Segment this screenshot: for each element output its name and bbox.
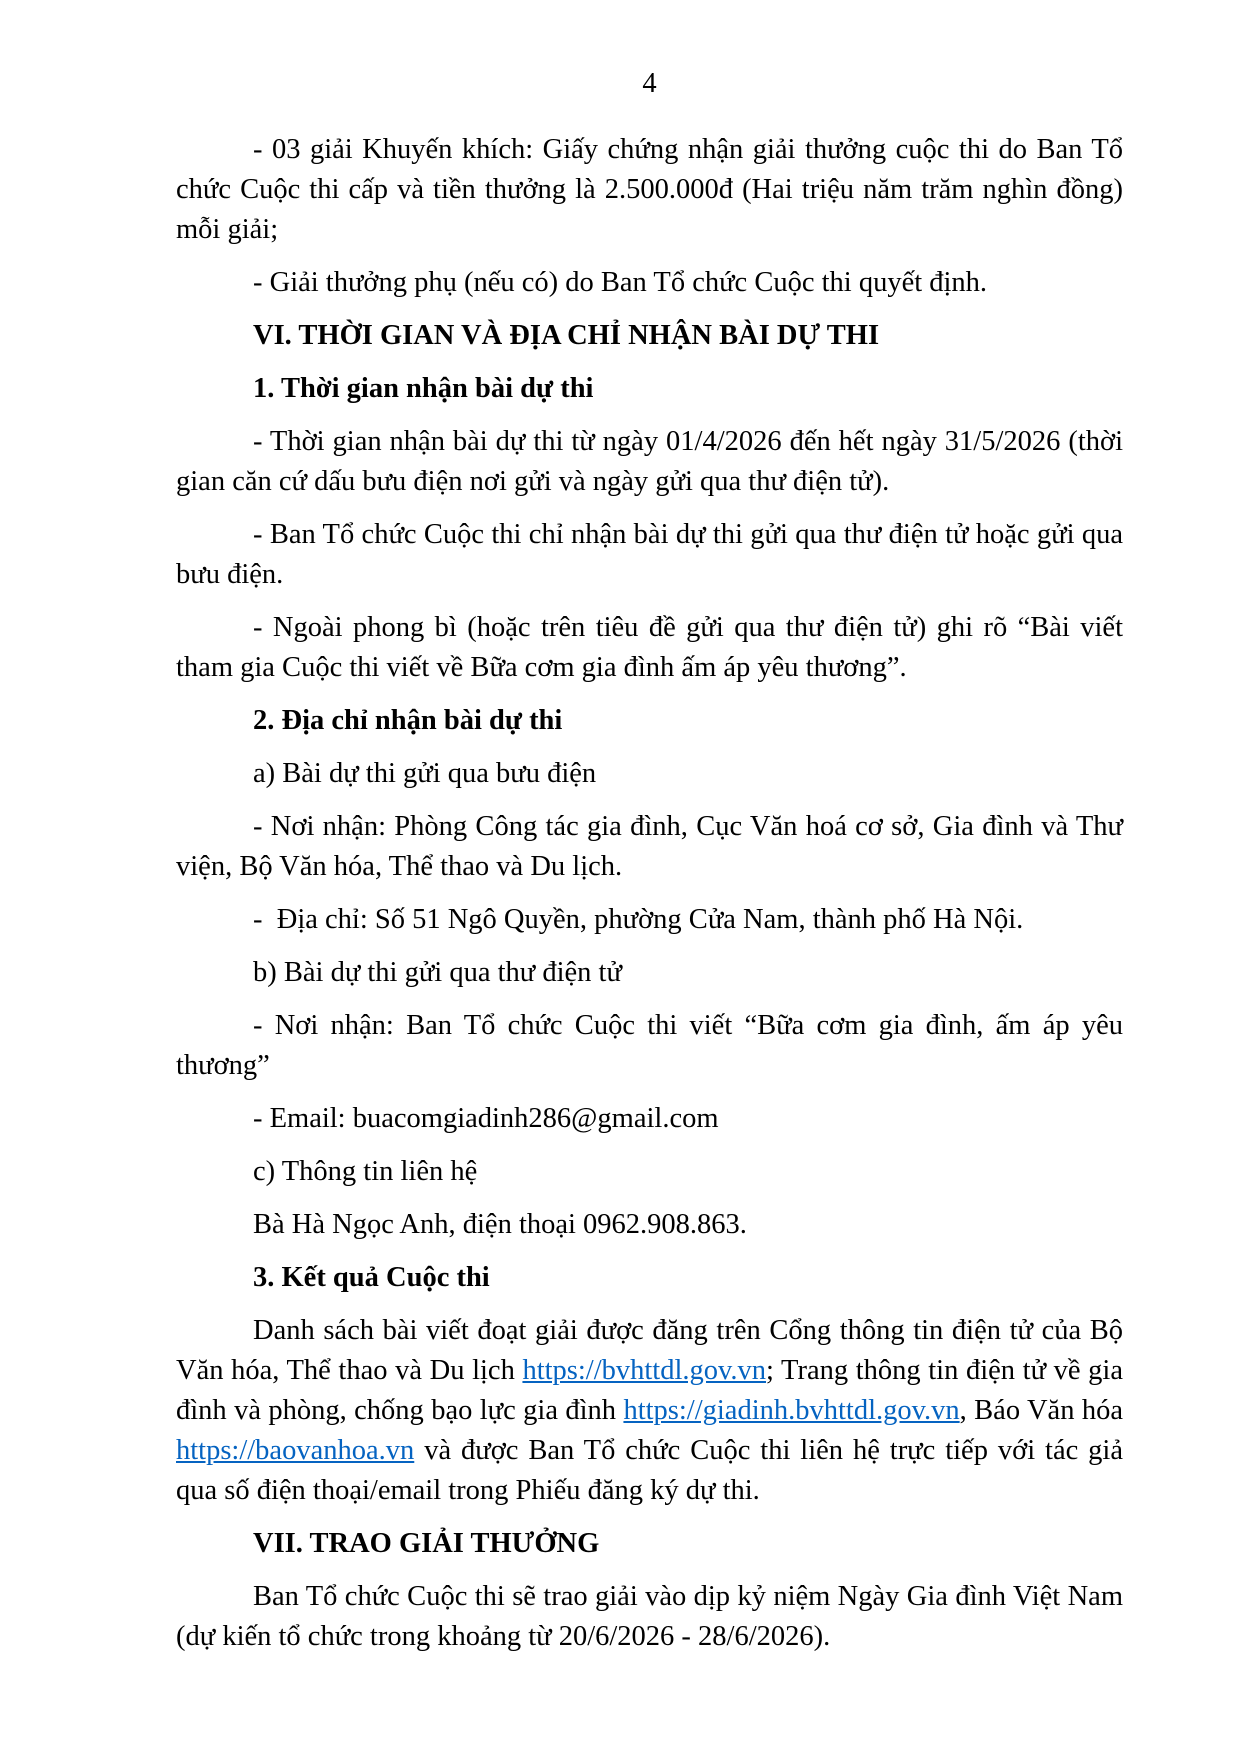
paragraph-email-address: - Email: buacomgiadinh286@gmail.com <box>253 1103 719 1134</box>
results-text-4: và được Ban Tổ chức Cuộc thi liên hệ trực tiếp với tác giả qua số điện thoại/email trong Phiếu đăng ký dự thi. <box>176 1435 1123 1506</box>
link-bvhttdl[interactable]: https://bvhttdl.gov.vn <box>522 1355 767 1386</box>
results-text-1: Danh sách bài viết đoạt giải được đăng trên Cổng thông tin điện tử của Bộ Văn hóa, Thể thao và Du lịch <box>176 1315 1123 1386</box>
paragraph-item-c-contact: c) Thông tin liên hệ <box>253 1156 478 1187</box>
results-text-2: ; Trang thông tin điện tử về gia đình và phòng, chống bạo lực gia đình <box>176 1355 1123 1426</box>
heading-section-vii: VII. TRAO GIẢI THƯỞNG <box>253 1528 600 1559</box>
paragraph-contact-person: Bà Hà Ngọc Anh, điện thoại 0962.908.863. <box>253 1209 747 1240</box>
paragraph-email-recipient: - Nơi nhận: Ban Tổ chức Cuộc thi viết “Bữa cơm gia đình, ấm áp yêu thương” <box>176 1010 1123 1081</box>
paragraph-award-ceremony: Ban Tổ chức Cuộc thi sẽ trao giải vào dịp kỷ niệm Ngày Gia đình Việt Nam (dự kiến tổ chức trong khoảng từ 20/6/2026 - 28/6/2026). <box>176 1581 1123 1652</box>
link-baovanhoa[interactable]: https://baovanhoa.vn <box>176 1435 415 1466</box>
paragraph-postal-address: - Địa chỉ: Số 51 Ngô Quyền, phường Cửa Nam, thành phố Hà Nội. <box>253 904 1024 935</box>
heading-submission-address: 2. Địa chỉ nhận bài dự thi <box>253 705 563 736</box>
paragraph-results-announcement <box>176 1311 1123 1511</box>
paragraph-consolation-prize: - 03 giải Khuyến khích: Giấy chứng nhận giải thưởng cuộc thi do Ban Tổ chức Cuộc thi cấp và tiền thưởng là 2.500.000đ (Hai triệu năm trăm nghìn đồng) mỗi giải; <box>176 134 1123 245</box>
heading-submission-time: 1. Thời gian nhận bài dự thi <box>253 373 594 404</box>
paragraph-item-a-postal: a) Bài dự thi gửi qua bưu điện <box>253 758 597 789</box>
paragraph-time-range: - Thời gian nhận bài dự thi từ ngày 01/4/2026 đến hết ngày 31/5/2026 (thời gian căn cứ dấu bưu điện nơi gửi và ngày gửi qua thư điện tử). <box>176 426 1123 497</box>
link-giadinh-bvhttdl[interactable]: https://giadinh.bvhttdl.gov.vn <box>623 1395 960 1426</box>
paragraph-envelope-note: - Ngoài phong bì (hoặc trên tiêu đề gửi qua thư điện tử) ghi rõ “Bài viết tham gia Cuộc thi viết về Bữa cơm gia đình ấm áp yêu thương”. <box>176 612 1123 683</box>
paragraph-postal-recipient: - Nơi nhận: Phòng Công tác gia đình, Cục Văn hoá cơ sở, Gia đình và Thư viện, Bộ Văn hóa, Thể thao và Du lịch. <box>176 811 1123 882</box>
page-number: 4 <box>642 68 657 99</box>
results-text-3: , Báo Văn hóa <box>959 1395 1123 1426</box>
heading-section-vi: VI. THỜI GIAN VÀ ĐỊA CHỈ NHẬN BÀI DỰ THI <box>253 320 880 351</box>
paragraph-item-b-email: b) Bài dự thi gửi qua thư điện tử <box>253 957 622 988</box>
heading-contest-results: 3. Kết quả Cuộc thi <box>253 1262 490 1293</box>
paragraph-extra-prize: - Giải thưởng phụ (nếu có) do Ban Tổ chức Cuộc thi quyết định. <box>253 267 988 298</box>
paragraph-submission-methods: - Ban Tổ chức Cuộc thi chỉ nhận bài dự thi gửi qua thư điện tử hoặc gửi qua bưu điện. <box>176 519 1123 590</box>
